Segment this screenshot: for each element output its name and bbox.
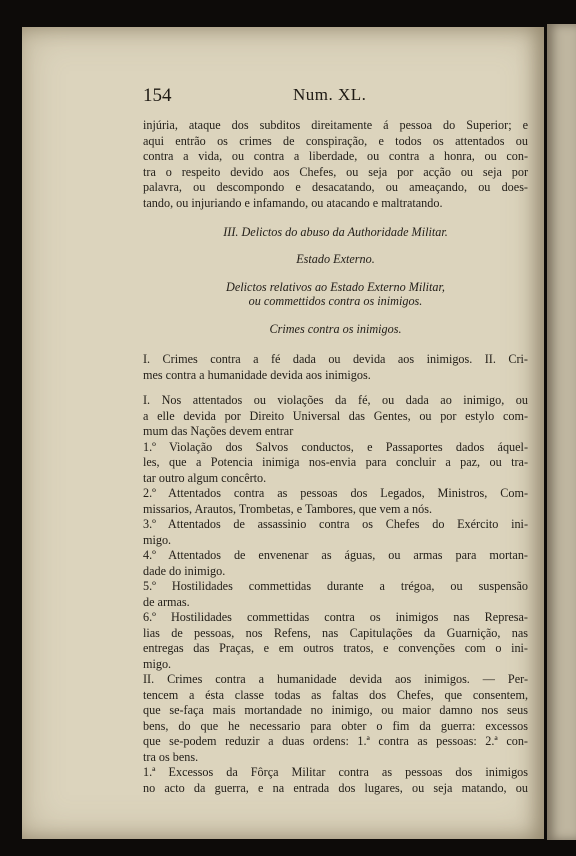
subheading-crimes: Crimes contra os inimigos. (269, 322, 402, 336)
subheading-delictos-line1: Delictos relativos ao Estado Externo Militar, (226, 280, 445, 294)
text-line: de armas. (143, 594, 190, 609)
intro-paragraph (143, 118, 528, 211)
text-line: entregas das Praças, e em outros tratos, e convenções com o ini- (143, 641, 528, 655)
text-line: contra a vida, ou contra a liberdade, ou contra a honra, ou con- (143, 149, 528, 163)
text-line: 1.ª Excessos da Fôrça Militar contra as pessoas dos inimigos (143, 765, 528, 779)
text-line: 5.º Hostilidades commettidas durante a trégoa, ou suspensão (143, 579, 528, 593)
text-line: II. Crimes contra a humanidade devida aos inimigos. — Per- (143, 672, 528, 686)
subheading-estado-externo: Estado Externo. (296, 252, 375, 266)
text-line: a elle devida por Direito Universal das Gentes, ou por estylo com- (143, 408, 528, 423)
text-line: 6.º Hostilidades commettidas contra os inimigos nas Represa- (143, 610, 528, 624)
text-line: tar outro algum concêrto. (143, 470, 267, 485)
text-line: les, que a Potencia inimiga nos-envia para concluir a paz, ou tra- (143, 455, 528, 469)
subheading-delictos-line2: ou commettidos contra os inimigos. (248, 294, 423, 308)
text-line: missarios, Arautos, Trombetas, e Tambores, que vem a nós. (143, 501, 433, 516)
text-line: tra o respeito devido aos Chefes, ou seja por acção ou seja por (143, 164, 528, 179)
page-number: 154 (143, 85, 172, 106)
section-heading: III. Delictos do abuso da Authoridade Militar. (223, 225, 448, 239)
text-line: migo. (143, 656, 172, 671)
text-line: 1.º Violação dos Salvos conductos, e Passaportes dados áquel- (143, 439, 528, 454)
text-line: no acto da guerra, e na entrada dos lugares, ou seja matando, ou (143, 780, 528, 795)
text-line: que se-faça mais mortandade no inimigo, ou maior damno nos seus (143, 703, 528, 717)
text-line: 4.º Attentados de envenenar as águas, ou armas para mortan- (143, 548, 528, 562)
running-title: Num. XL. (293, 85, 367, 104)
text-line: tra os bens. (143, 749, 199, 764)
text-line: tencem a ésta classe todas as faltas dos Chefes, que consentem, (143, 687, 528, 702)
text-line: que se-podem reduzir a duas ordens: 1.ª contra as pessoas: 2.ª con- (143, 734, 528, 748)
text-line: tando, ou injuriando e infamando, ou atacando e maltratando. (143, 195, 443, 210)
text-line: bens, do que he necessario para obter o fim da guerra: excessos (143, 718, 528, 733)
text-line: injúria, ataque dos subditos direitamente á pessoa do Superior; e (143, 118, 528, 132)
text-line: palavra, ou descompondo e desacatando, ou ameaçando, ou does- (143, 180, 528, 194)
adjacent-page-edge (547, 24, 576, 840)
text-line: migo. (143, 532, 172, 547)
text-line: mum das Nações devem entrar (143, 424, 294, 438)
body-text (143, 393, 528, 796)
text-line: lias de pessoas, nos Refens, nas Capitulações da Guarnição, nas (143, 625, 528, 640)
text-line: I. Crimes contra a fé dada ou devida aos inimigos. II. Cri- (143, 352, 528, 366)
division-paragraph (143, 352, 528, 383)
text-line: 3.º Attentados de assassinio contra os Chefes do Exército ini- (143, 517, 528, 531)
text-line: 2.º Attentados contra as pessoas dos Legados, Ministros, Com- (143, 486, 528, 500)
text-line: mes contra a humanidade devida aos inimigos. (143, 367, 371, 382)
running-header (143, 85, 528, 107)
text-line: dade do inimigo. (143, 563, 226, 578)
text-line: I. Nos attentados ou violações da fé, ou dada ao inimigo, ou (143, 393, 528, 407)
text-line: aqui entrão os crimes de conspiração, e todos os attentados ou (143, 133, 528, 148)
